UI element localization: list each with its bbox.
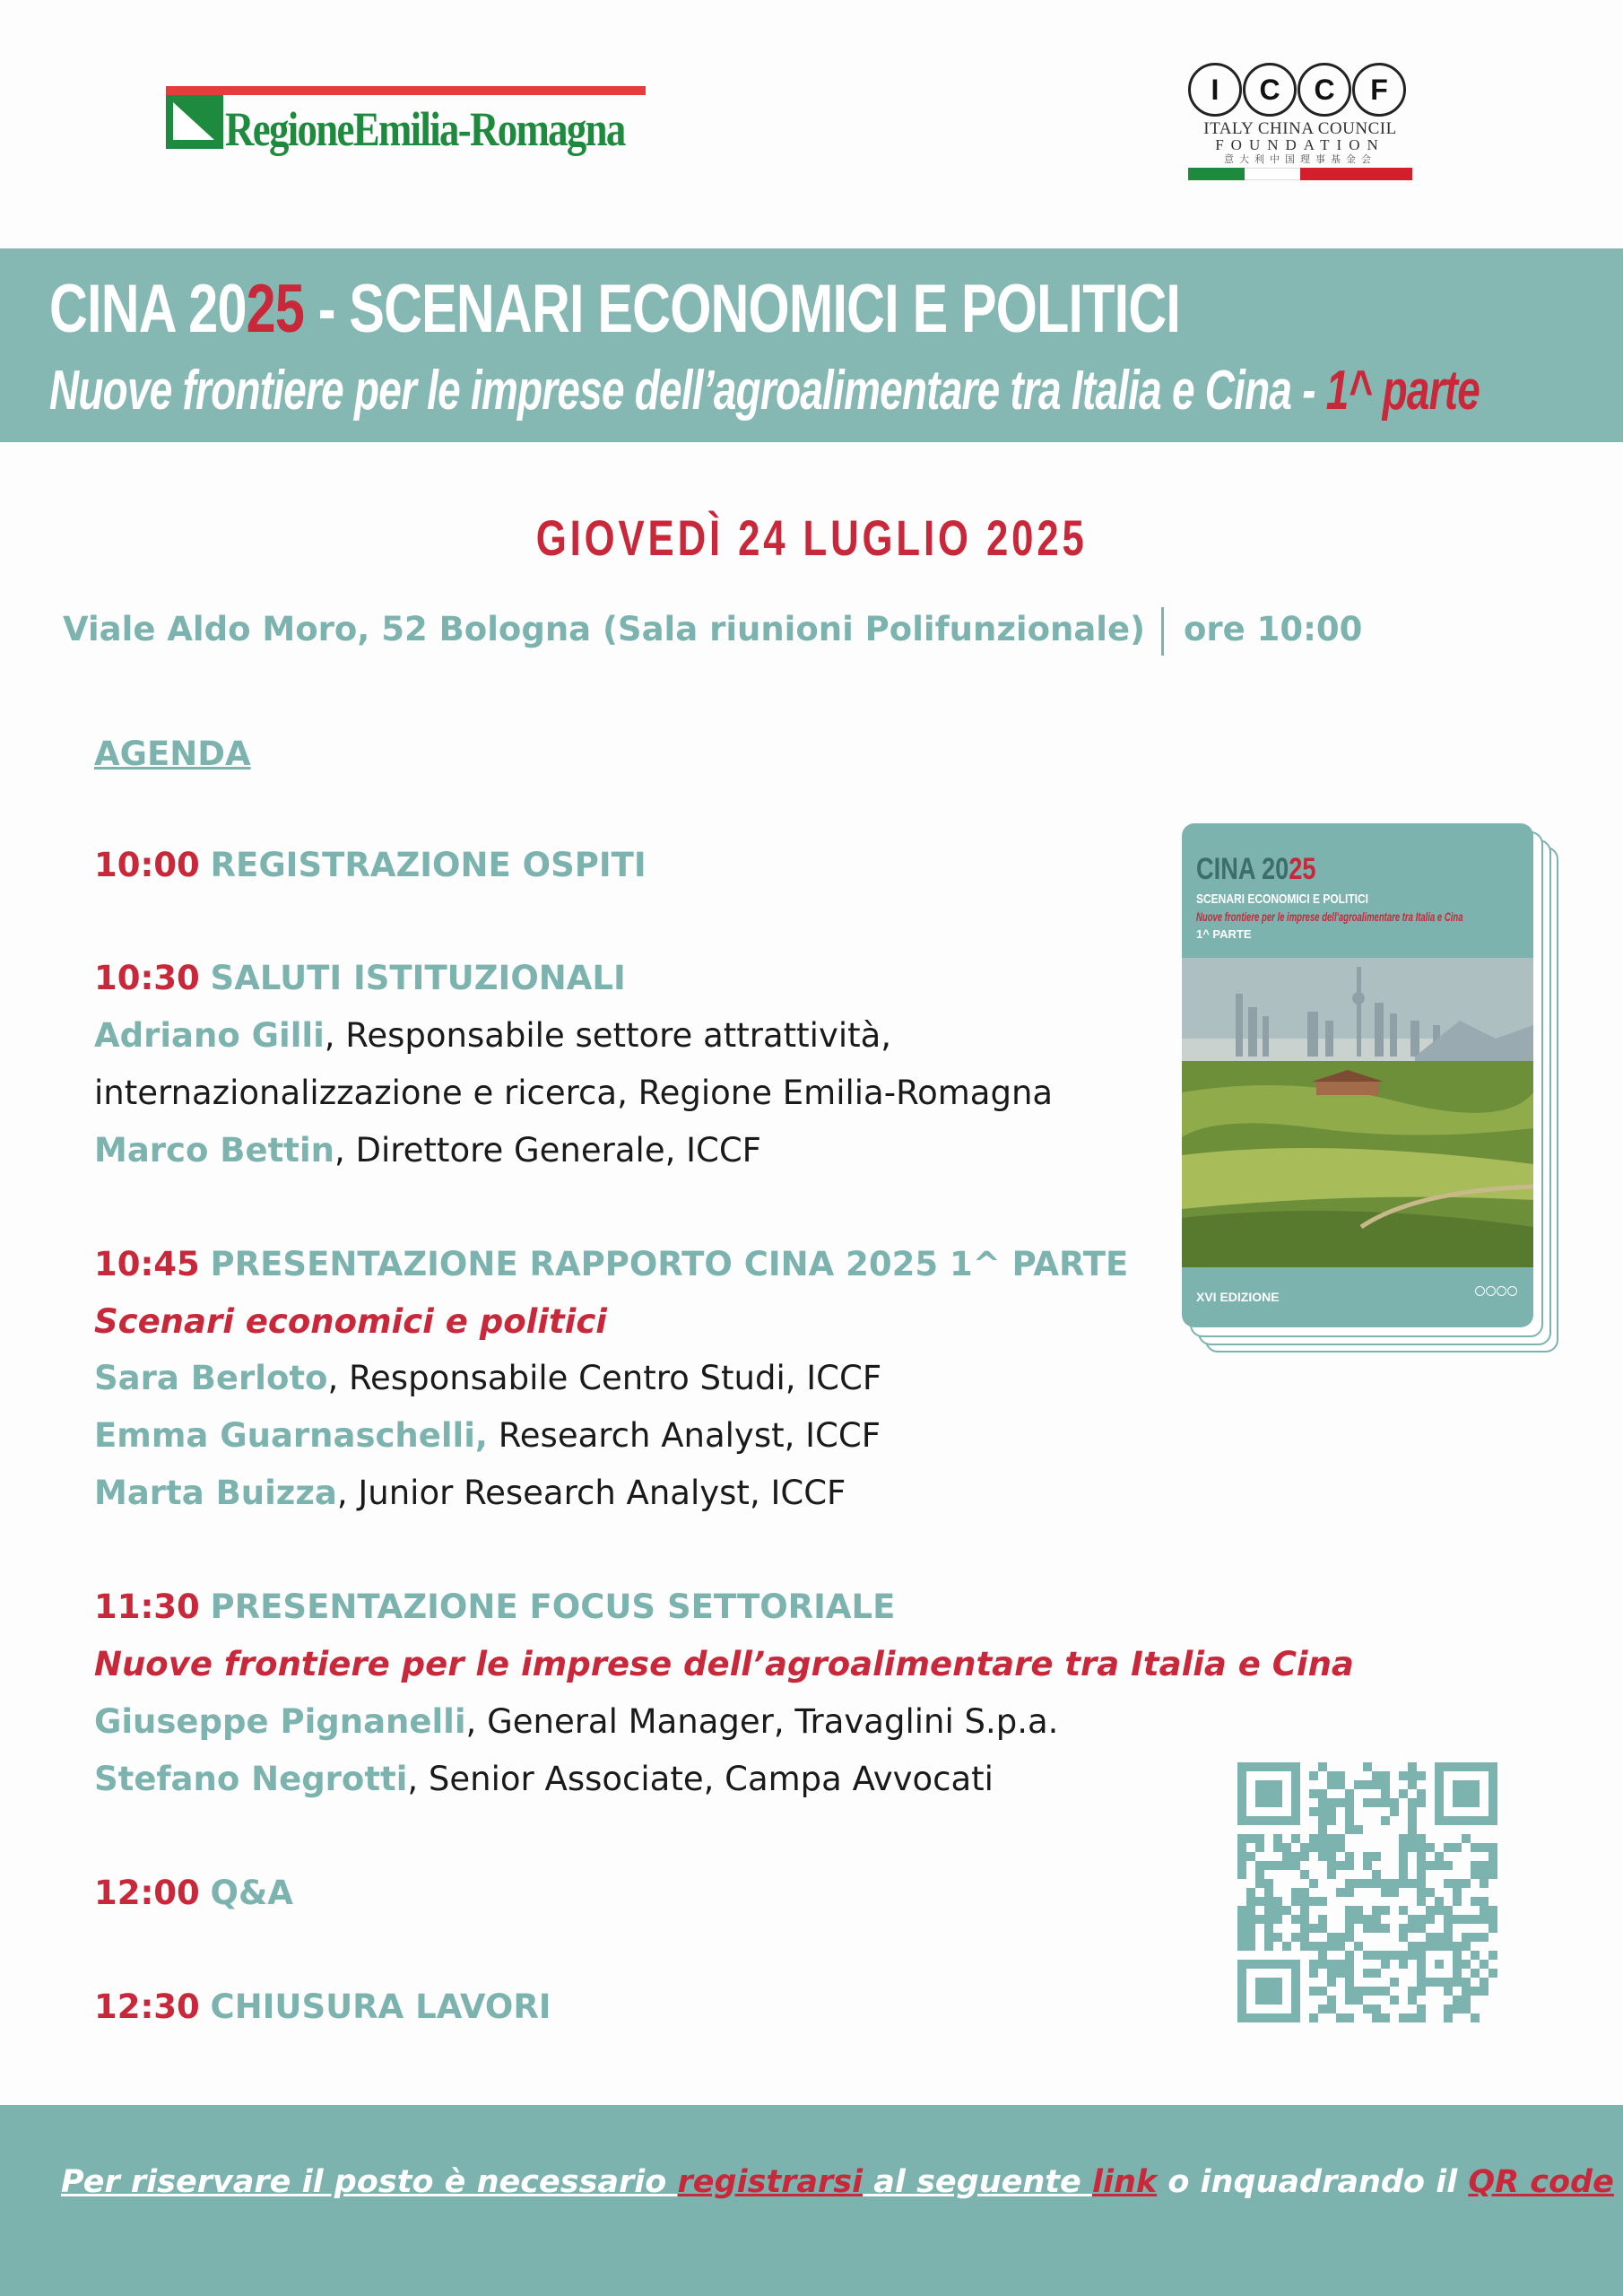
book-note: Nuove frontiere per le imprese dell'agroalimentare tra Italia e Cina xyxy=(1196,909,1463,924)
registration-note xyxy=(61,2155,1614,2209)
agenda-subtitle xyxy=(94,1641,1354,1688)
agenda-label: PRESENTAZIONE RAPPORTO CINA 2025 1^ PARTE xyxy=(210,1245,1129,1283)
speaker-name: Stefano Negrotti xyxy=(94,1760,408,1798)
speaker-role: internazionalizzazione e ricerca, Regione Emilia-Romagna xyxy=(94,1074,1054,1112)
page-subtitle xyxy=(49,357,1480,425)
speaker-name: Marco Bettin xyxy=(94,1131,334,1170)
book-part: 1^ PARTE xyxy=(1196,927,1252,941)
footer-text-part: al seguente xyxy=(863,2164,1092,2200)
agenda-time: 10:45 xyxy=(94,1245,200,1283)
speaker-name: Emma Guarnaschelli, xyxy=(94,1416,488,1455)
iccf-letter: I xyxy=(1188,63,1242,117)
event-date-text: GIOVEDÌ 24 LUGLIO 2025 xyxy=(535,509,1088,566)
venue-address: Viale Aldo Moro, 52 Bologna (Sala riunioni Polifunzionale) xyxy=(63,610,1145,648)
regione-emilia-romagna-logo xyxy=(166,86,646,161)
iccf-letter: C xyxy=(1243,63,1297,117)
book-title xyxy=(1196,852,1316,887)
footer-text-part: Per riservare il posto è necessario xyxy=(61,2164,678,2200)
agenda-time: 12:30 xyxy=(94,1987,200,2026)
agenda-label: Q&A xyxy=(210,1874,293,1912)
agenda-subtitle-text: Scenari economici e politici xyxy=(94,1302,607,1341)
speaker-line xyxy=(94,1070,1053,1117)
iccf-letter: F xyxy=(1352,63,1406,117)
footer-text-part: o inquadrando il xyxy=(1157,2164,1469,2200)
agenda-item-qa xyxy=(94,1870,293,1917)
agenda-time: 10:30 xyxy=(94,959,200,997)
speaker-role: Research Analyst, ICCF xyxy=(487,1416,881,1455)
agenda-label: CHIUSURA LAVORI xyxy=(210,1987,551,2026)
agenda-label: REGISTRAZIONE OSPITI xyxy=(210,846,647,884)
agenda-item-focus xyxy=(94,1584,895,1631)
agenda-item-rapporto xyxy=(94,1241,1128,1288)
iccf-circles xyxy=(1188,63,1412,117)
book-cover xyxy=(1182,823,1533,1327)
title-part: CINA 20 xyxy=(49,271,247,347)
report-cover-image xyxy=(1182,823,1558,1352)
title-highlight: 25 xyxy=(246,271,305,347)
book-subtitle: SCENARI ECONOMICI E POLITICI xyxy=(1196,891,1369,907)
link-link[interactable]: link xyxy=(1091,2164,1158,2200)
speaker-line xyxy=(94,1413,881,1459)
book-iccf-mark xyxy=(1475,1286,1517,1296)
subtitle-highlight: 1^ parte xyxy=(1325,360,1480,422)
iccf-flag-bar xyxy=(1188,168,1412,180)
agenda-item-registrazione xyxy=(94,842,647,889)
register-link[interactable]: registrarsi xyxy=(677,2164,864,2200)
agenda-label: PRESENTAZIONE FOCUS SETTORIALE xyxy=(210,1587,896,1626)
speaker-name: Adriano Gilli xyxy=(94,1016,325,1055)
venue-time: ore 10:00 xyxy=(1184,610,1363,648)
page-title xyxy=(49,269,1180,350)
speaker-role: , Responsabile Centro Studi, ICCF xyxy=(327,1359,882,1397)
speaker-line xyxy=(94,1355,881,1402)
title-part: - SCENARI ECONOMICI E POLITICI xyxy=(304,271,1181,347)
iccf-line1: ITALY CHINA COUNCIL xyxy=(1203,119,1397,138)
agenda-subtitle-text: Nuove frontiere per le imprese dell’agroalimentare tra Italia e Cina xyxy=(94,1645,1354,1683)
speaker-name: Marta Buizza xyxy=(94,1474,337,1512)
venue-separator xyxy=(1161,607,1164,656)
event-date xyxy=(0,507,1623,570)
speaker-name: Sara Berloto xyxy=(94,1359,328,1397)
speaker-role: , General Manager, Travaglini S.p.a. xyxy=(465,1702,1059,1741)
speaker-name: Giuseppe Pignanelli xyxy=(94,1702,466,1741)
book-title-part: CINA 20 xyxy=(1196,852,1289,886)
agenda-item-chiusura xyxy=(94,1984,551,2031)
iccf-line3: 意大利中国理事基金会 xyxy=(1224,153,1376,165)
book-edition: XVI EDIZIONE xyxy=(1196,1290,1280,1304)
speaker-role: , Senior Associate, Campa Avvocati xyxy=(407,1760,994,1798)
iccf-line2: FOUNDATION xyxy=(1215,136,1385,153)
speaker-role: , Responsabile settore attrattività, xyxy=(324,1016,892,1055)
logo-red-bar xyxy=(166,86,646,95)
agenda-time: 11:30 xyxy=(94,1587,200,1626)
speaker-line xyxy=(94,1013,891,1059)
qr-code-link[interactable]: QR code xyxy=(1468,2164,1614,2200)
agenda-item-saluti xyxy=(94,955,626,1002)
agenda-subtitle xyxy=(94,1299,607,1345)
speaker-line xyxy=(94,1699,1058,1745)
logo-wordmark: RegioneEmilia-Romagna xyxy=(225,102,625,156)
speaker-role: , Direttore Generale, ICCF xyxy=(334,1131,761,1170)
speaker-line xyxy=(94,1470,846,1517)
event-venue xyxy=(63,604,1362,656)
logo-flag-icon xyxy=(166,95,223,149)
agenda-title xyxy=(94,731,251,778)
speaker-line xyxy=(94,1127,761,1174)
qr-code[interactable] xyxy=(1237,1762,1497,2022)
iccf-letter: C xyxy=(1298,63,1351,117)
agenda-time: 10:00 xyxy=(94,846,200,884)
agenda-label: SALUTI ISTITUZIONALI xyxy=(210,959,626,997)
book-title-highlight: 25 xyxy=(1289,852,1316,886)
agenda-title-text: AGENDA xyxy=(94,735,251,773)
speaker-role: , Junior Research Analyst, ICCF xyxy=(336,1474,846,1512)
speaker-line xyxy=(94,1756,994,1803)
agenda-time: 12:00 xyxy=(94,1874,200,1912)
subtitle-part: Nuove frontiere per le imprese dell’agroalimentare tra Italia e Cina - xyxy=(49,360,1326,422)
landscape-photo xyxy=(1182,958,1533,1267)
iccf-logo xyxy=(1188,63,1412,197)
